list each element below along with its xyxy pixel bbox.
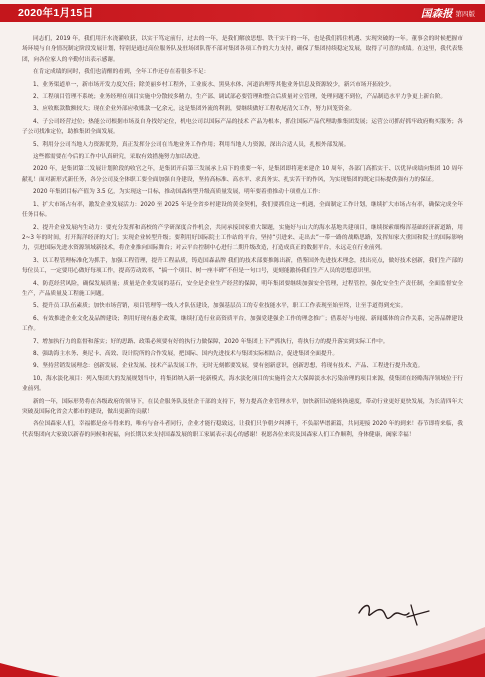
article-body: [22, 34, 463, 442]
paragraph: 3、应收账款数额较大；现在企业外部应收账款一亿余元，这是集团外流的利润，要继续做好工程收尾清欠工作，努力回笼资金。: [33, 106, 356, 113]
paragraph: 2、提升企业发展内生动力：要充分发挥和高校的产学研深度合作机会，共同承接国家重大课题，实施好与山大的海水基地共建项目，继续探索细梅浑基础经济新道路，用 2~3 年的时间，打开海洋经济的大门；实现企业转型升级；要利用好国际院士工作站的平台，坚持“引进来、走出去”一带一路的战略思路，发挥知家大重国和院士的国际影响力，引进国际先进水资源领域新技术，将企业推向国际舞台；对云平台控制中心进行二期升级改造，打造成真正的数据平台，永远走在行业前列。: [22, 224, 463, 252]
paragraph: 新的一年，国际形势将在各级政府的领导下，在民企服务队及驻企干部的支持下，努力提高企业管理水平，加快新旧动能转换速度，带动行业更好更快发展，为长清四年大突破及国际化省会大都市的建设，做出更新的贡献！: [22, 398, 463, 415]
paragraph: 各位国森家人们，幸福都是奋斗得来的，唯有与奋斗者同行，企业才能行稳致远，让我们只争朝夕纠搏干，不负韶华谱新篇，共同迎接 2020 年的到来！春节即将来临，我代表集团向大家致以新春的问候和祝福，向长期以来支持国森发展的职工家属表示衷心的感谢！祝愿各位来宾及国森家人们工作顺利，身体健康，阖家幸福！: [22, 421, 463, 438]
paragraph: 1、扩大市场占有率，激发企业发展活力：2020 至 2025 年是全省乡村建设的黄金契机，我们要抓住这一机遇，全面制定工作计划，继续扩大市场占有率，确保完成全年任务目标。: [22, 201, 463, 219]
paragraph: 8、强助海主水务、奥尼卡、高效、设计院所的合作发展，把国际、国内先进技术与集团实际相结合，促进集团全面提升。: [33, 350, 339, 357]
paragraph: 3、以工程管理标准化为抓手，加强工程管理，提升工程品质，铸造国森品牌 我们的技术部要推陈出新，借鉴国外先进技术理念，找出亮点，做好技术创新，我们生产部的每位员工，一定要用心做好每项工作，提高劳动效率，“搞一个项目、树一座丰碑”不但是一句口号，更刻能激扬我们生产人员的思想意识里。: [22, 257, 463, 275]
paragraph: 10、海水淡化项目：列入集团大的发展规划当中，将集团纳入新一轮新模式，海水淡化项目的实施将会大大保障淡水水污染治理的项目来源，使集团在经略海洋领域位于行业前列。: [22, 375, 463, 393]
page-header: [0, 0, 485, 26]
issue-label: 第四版: [455, 9, 475, 18]
corner-decoration-right: [315, 617, 485, 677]
paragraph: 4、子公司经营过位；热能公司根据市场及自身找好定位，机电公司以国际产品的技术 产品为根本，抓住国际产品代理助推集团发展；运营公司抓好抓牢政府购买服务；各子公司找准定位，助推集团全面发展。: [22, 118, 463, 136]
masthead-logo: [421, 4, 475, 22]
paragraph: 4、防范经营风险，确保发展质量；质量是企业发展的基石，安全是企业生产经营的保障，明年集团要继续加强安全管理，过程管控，强化安全生产责任制，全面监督安全生产，产品质量及工程施工问题。: [22, 280, 463, 297]
logo-text: 国森报: [421, 7, 453, 20]
issue-date: 2020年1月15日: [18, 7, 94, 19]
paragraph: 在肯定成绩的同时，我们也清醒的看到，全年工作还存在着很多不足：: [33, 69, 210, 76]
paragraph: 7、增加执行力的监督和落实；好的思路、政策必须要有好的执行力做保障，2020 年集团上下严抓执行，将执行力的提升落实到实际工作中。: [33, 338, 389, 345]
corner-decoration-left: [0, 653, 60, 677]
paragraph: 2020 年集团目标产值为 3.5 亿，为实现这一目标，推动国森转型升级高质量发展，明年要着重推动十项重点工作：: [33, 189, 324, 196]
paragraph: 6、有效推进企业文化及品牌建设；利用好现有惠企政策，继续打造行业高资质平台，加强党建强企工作的理念推广；借系好与电视、新闻媒体的合作关系，完善品牌建设工作。: [22, 315, 463, 333]
paragraph: 1、业务渠道单一，新市场开发力度欠佳；除美丽乡村工程外，工业废水、黑臭水体、河道治理等其他业务信息及资源较少，新兴市场开拓较少。: [33, 81, 395, 88]
paragraph: 5、利用分公司当地人力资源优势，真正发挥分公司在当地业务工作作用；利用当地人力资源，深出合适人员，扎根外部发展。: [33, 141, 350, 148]
paragraph: 5、提升员工队伍素质；加快市场营销，项目管理等一线人才队伍建设，加强基层员工的专业技能水平，职工工作表现至始至终，让至手道得到充实。: [33, 303, 407, 310]
paragraph: 9、坚持营销发展理念：创新发展、企业发展、技术产品发展工作，无时无刻都要发展，要有创新意识，创新思想，将现有技术、产品、工程进行提升改造。: [33, 363, 424, 370]
paragraph: 这些都需要在今后的工作中认真研究，采取有效措施努力加以改进。: [33, 154, 204, 161]
paragraph: 2020 年，是集团第二发展计划阶段的收官之年，是集团开启第三发展承上启下的重要一年，是集团即将迎来建企 10 周年，各部门高抓实干、以优异成绩向集团 10 周年献礼！面对新形式新任务，各分公司及全体职工要全面加强自身建设，坚持高标准、高水平、求真务实、扎实苦干的作风，为实现集团的既定目标提供强有力的保证。: [22, 166, 463, 183]
paragraph: 2、工程项目管理不系统；业务经理在项目实施中分散较多精力，生产部、调试部必要管理和整合后质量对立管理，处理问题不到位，产品制造水平力争更上新台阶。: [33, 94, 447, 101]
paragraph: 同志们，2019 年，我们用汗水浇灌收获，以实干笃定前行，过去的一年，是我们解放思想、铁干实干的一年，也是我们抓住机遇、实现突破的一年。董事会的时候把握市场环境与自身情况制定阶段发展计划，特别是通过高位服务队及驻场团队帮不部对集团各项工作的大力支持，确保了集团持续稳定发展，取得了可喜的成绩。在这里，我代表集团，向各位家人的辛勤付出表示感谢。: [22, 36, 463, 63]
